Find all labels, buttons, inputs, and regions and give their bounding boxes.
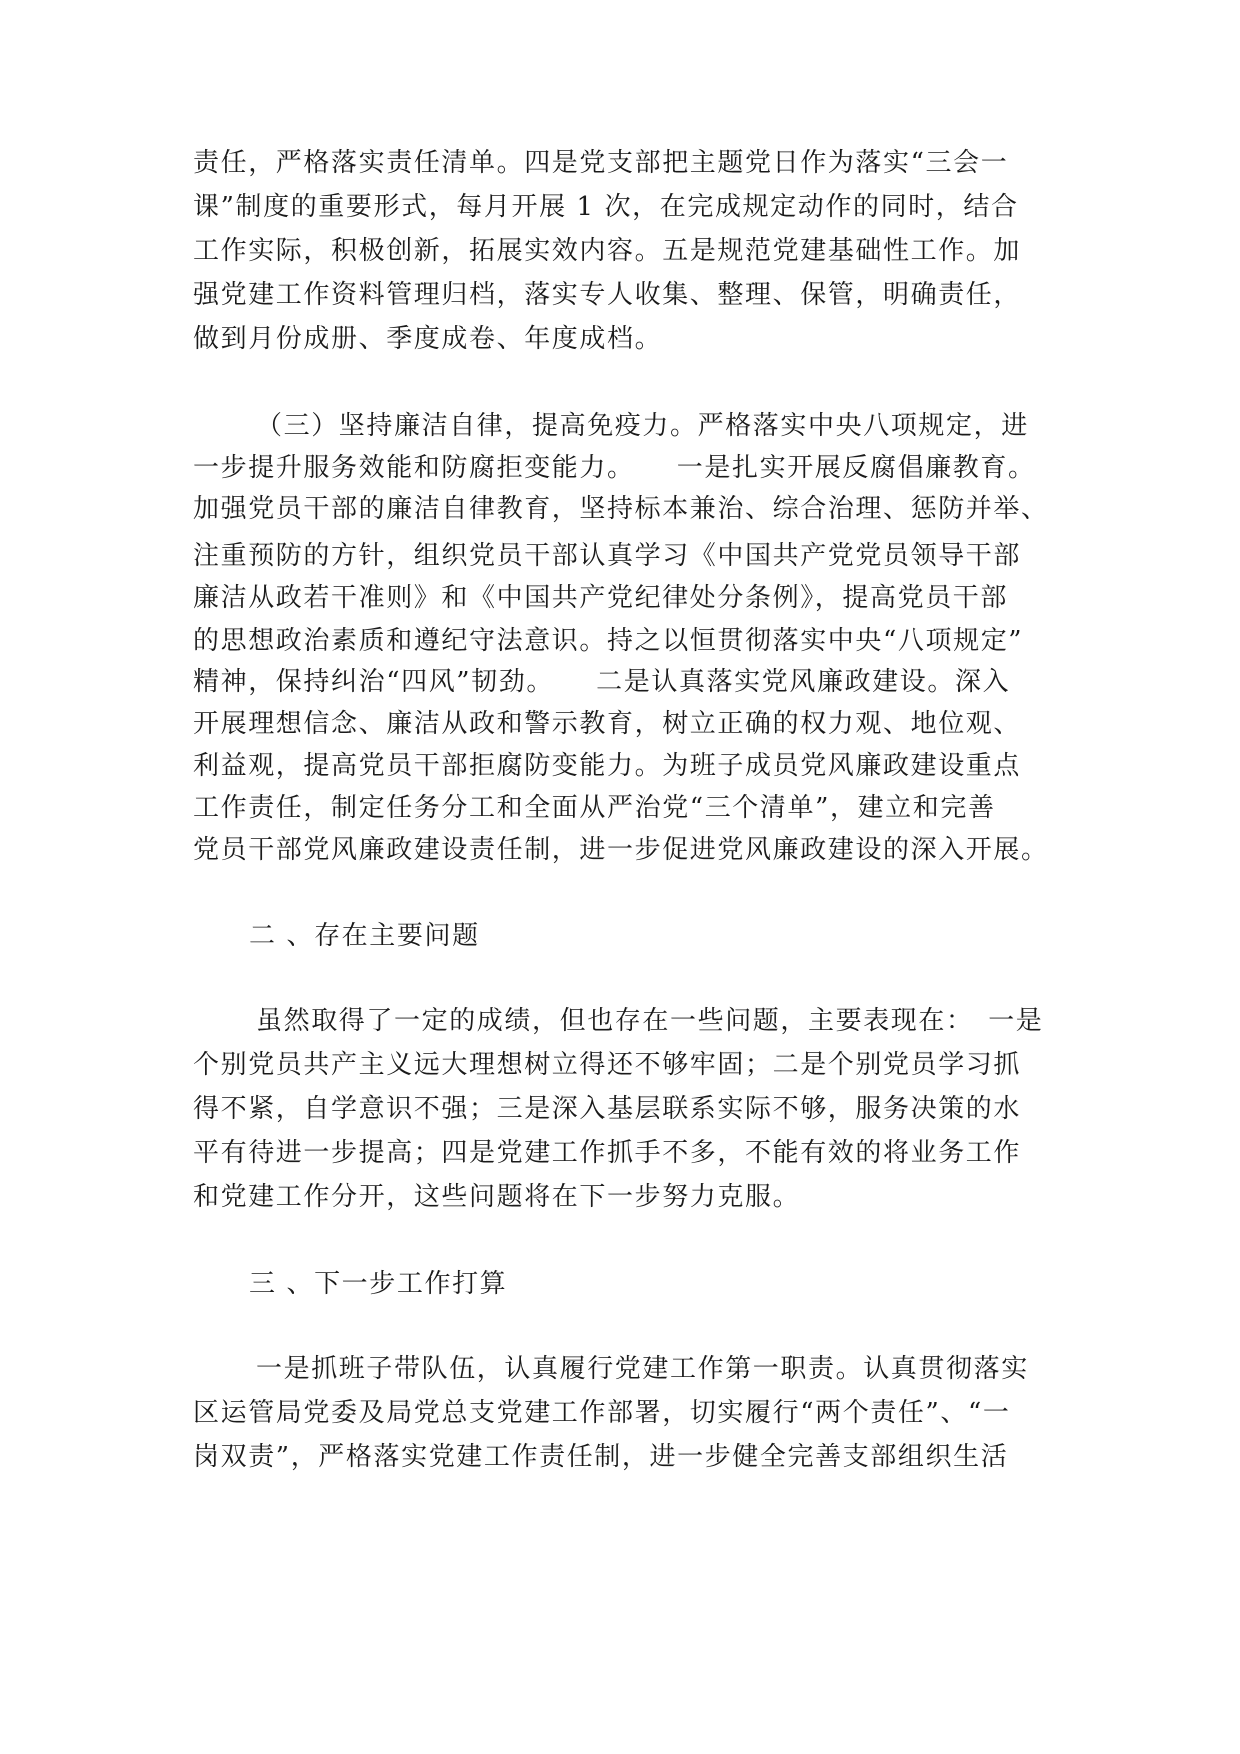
- text-line: 注重预防的方针，组织党员干部认真学习《中国共产党党员领导干部: [193, 541, 1022, 571]
- text-line: 一是抓班子带队伍，认真履行党建工作第一职责。认真贯彻落实: [256, 1354, 1029, 1384]
- text-line: 一步提升服务效能和防腐拒变能力。 一是扎实开展反腐倡廉教育。: [193, 453, 1036, 483]
- text-line: 工作责任，制定任务分工和全面从严治党“三个清单”，建立和完善: [193, 793, 996, 823]
- text-line: 开展理想信念、廉洁从政和警示教育，树立正确的权力观、地位观、: [193, 709, 1022, 739]
- text-line: 个别党员共产主义远大理想树立得还不够牢固；二是个别党员学习抓: [193, 1050, 1022, 1080]
- text-line: 做到月份成册、季度成卷、年度成档。: [193, 324, 663, 354]
- text-line: 党员干部党风廉政建设责任制，进一步促进党风廉政建设的深入开展。: [193, 835, 1049, 865]
- text-line: 虽然取得了一定的成绩，但也存在一些问题，主要表现在： 一是: [256, 1006, 1044, 1036]
- text-line: 岗双责”，严格落实党建工作责任制，进一步健全完善支部组织生活: [193, 1442, 1009, 1472]
- text-line: 平有待进一步提高；四是党建工作抓手不多，不能有效的将业务工作: [193, 1138, 1022, 1168]
- text-line: （三）坚持廉洁自律，提高免疫力。严格落实中央八项规定，进: [256, 411, 1029, 441]
- text-line: 得不紧，自学意识不强；三是深入基层联系实际不够，服务决策的水: [193, 1094, 1022, 1124]
- text-line: 利益观，提高党员干部拒腐防变能力。为班子成员党风廉政建设重点: [193, 751, 1022, 781]
- text-line: 精神，保持纠治“四风”韧劲。 二是认真落实党风廉政建设。深入: [193, 667, 1011, 697]
- text-line: 课”制度的重要形式，每月开展 1 次，在完成规定动作的同时，结合: [193, 192, 1019, 222]
- text-line: 工作实际，积极创新，拓展实效内容。五是规范党建基础性工作。加: [193, 236, 1022, 266]
- text-line: 廉洁从政若干准则》和《中国共产党纪律处分条例》，提高党员干部: [193, 583, 1009, 613]
- text-line: 区运管局党委及局党总支党建工作部署，切实履行“两个责任”、“一: [193, 1398, 1011, 1428]
- text-line: 的思想政治素质和遵纪守法意识。持之以恒贯彻落实中央“八项规定”: [193, 626, 1024, 656]
- text-line: 加强党员干部的廉洁自律教育，坚持标本兼治、综合治理、惩防并举、: [193, 494, 1049, 524]
- section-heading: 三 、下一步工作打算: [249, 1269, 508, 1299]
- section-heading: 二 、存在主要问题: [249, 921, 480, 951]
- text-line: 和党建工作分开，这些问题将在下一步努力克服。: [193, 1182, 801, 1212]
- text-line: 强党建工作资料管理归档，落实专人收集、整理、保管，明确责任，: [193, 280, 1022, 310]
- text-line: 责任，严格落实责任清单。四是党支部把主题党日作为落实“三会一: [193, 148, 1009, 178]
